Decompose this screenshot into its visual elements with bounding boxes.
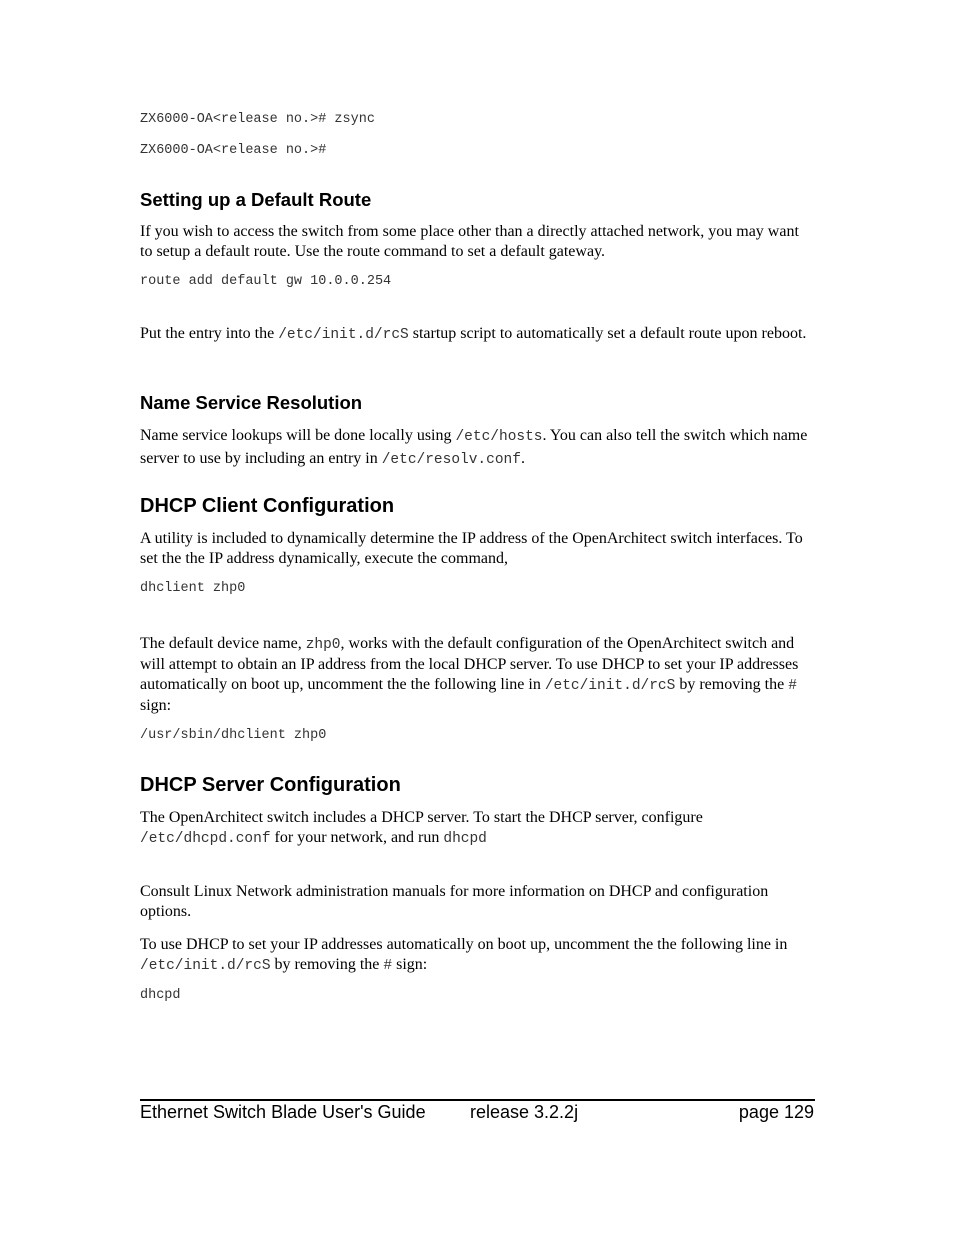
heading-default-route: Setting up a Default Route xyxy=(140,189,372,210)
paragraph-dhcp-server-boot: To use DHCP to set your IP addresses automatically on boot up, uncomment the the following line in /etc/init.d/rcS by removing the # sign: xyxy=(140,936,788,974)
footer-page-number: page 129 xyxy=(738,1102,814,1122)
footer-title: Ethernet Switch Blade User's Guide xyxy=(140,1102,426,1122)
paragraph-dhcp-server-intro: The OpenArchitect switch includes a DHCP server. To start the DHCP server, configure /etc/dhcpd.conf for your network, and run dhcpd xyxy=(140,809,703,847)
code-line-zsync: ZX6000-OA<release no.># zsync xyxy=(140,112,375,127)
code-route-add: route add default gw 10.0.0.254 xyxy=(140,274,392,289)
paragraph-default-route-rcs: Put the entry into the /etc/init.d/rcS startup script to automatically set a default route upon reboot. xyxy=(140,325,807,343)
code-line-prompt: ZX6000-OA<release no.># xyxy=(140,143,327,158)
footer-release: release 3.2.2j xyxy=(470,1102,579,1122)
code-dhclient: dhclient zhp0 xyxy=(140,581,246,596)
paragraph-name-service: Name service lookups will be done locally using /etc/hosts. You can also tell the switch which name server to use by including an entry in /etc/resolv.conf. xyxy=(140,427,808,468)
heading-dhcp-server: DHCP Server Configuration xyxy=(140,774,401,796)
paragraph-dhcp-client-default: The default device name, zhp0, works with the default configuration of the OpenArchitect switch and will attempt to obtain an IP address from the local DHCP server. To use DHCP to set your IP addresses automatically on boot up, uncomment the the following line in /etc/init.d/rcS by removing the # sign: xyxy=(140,635,799,714)
paragraph-default-route-intro: If you wish to access the switch from some place other than a directly attached network, you may want to setup a default route. Use the route command to set a default gateway. xyxy=(140,223,799,260)
code-dhcpd: dhcpd xyxy=(140,988,181,1003)
paragraph-dhcp-server-consult: Consult Linux Network administration manuals for more information on DHCP and configuration options. xyxy=(140,883,769,920)
code-usr-sbin-dhclient: /usr/sbin/dhclient zhp0 xyxy=(140,728,327,743)
footer-rule xyxy=(140,1099,815,1101)
heading-name-service: Name Service Resolution xyxy=(140,392,363,413)
paragraph-dhcp-client-intro: A utility is included to dynamically determine the IP address of the OpenArchitect switch interfaces. To set the the IP address dynamically, execute the command, xyxy=(140,530,803,567)
heading-dhcp-client: DHCP Client Configuration xyxy=(140,495,395,517)
